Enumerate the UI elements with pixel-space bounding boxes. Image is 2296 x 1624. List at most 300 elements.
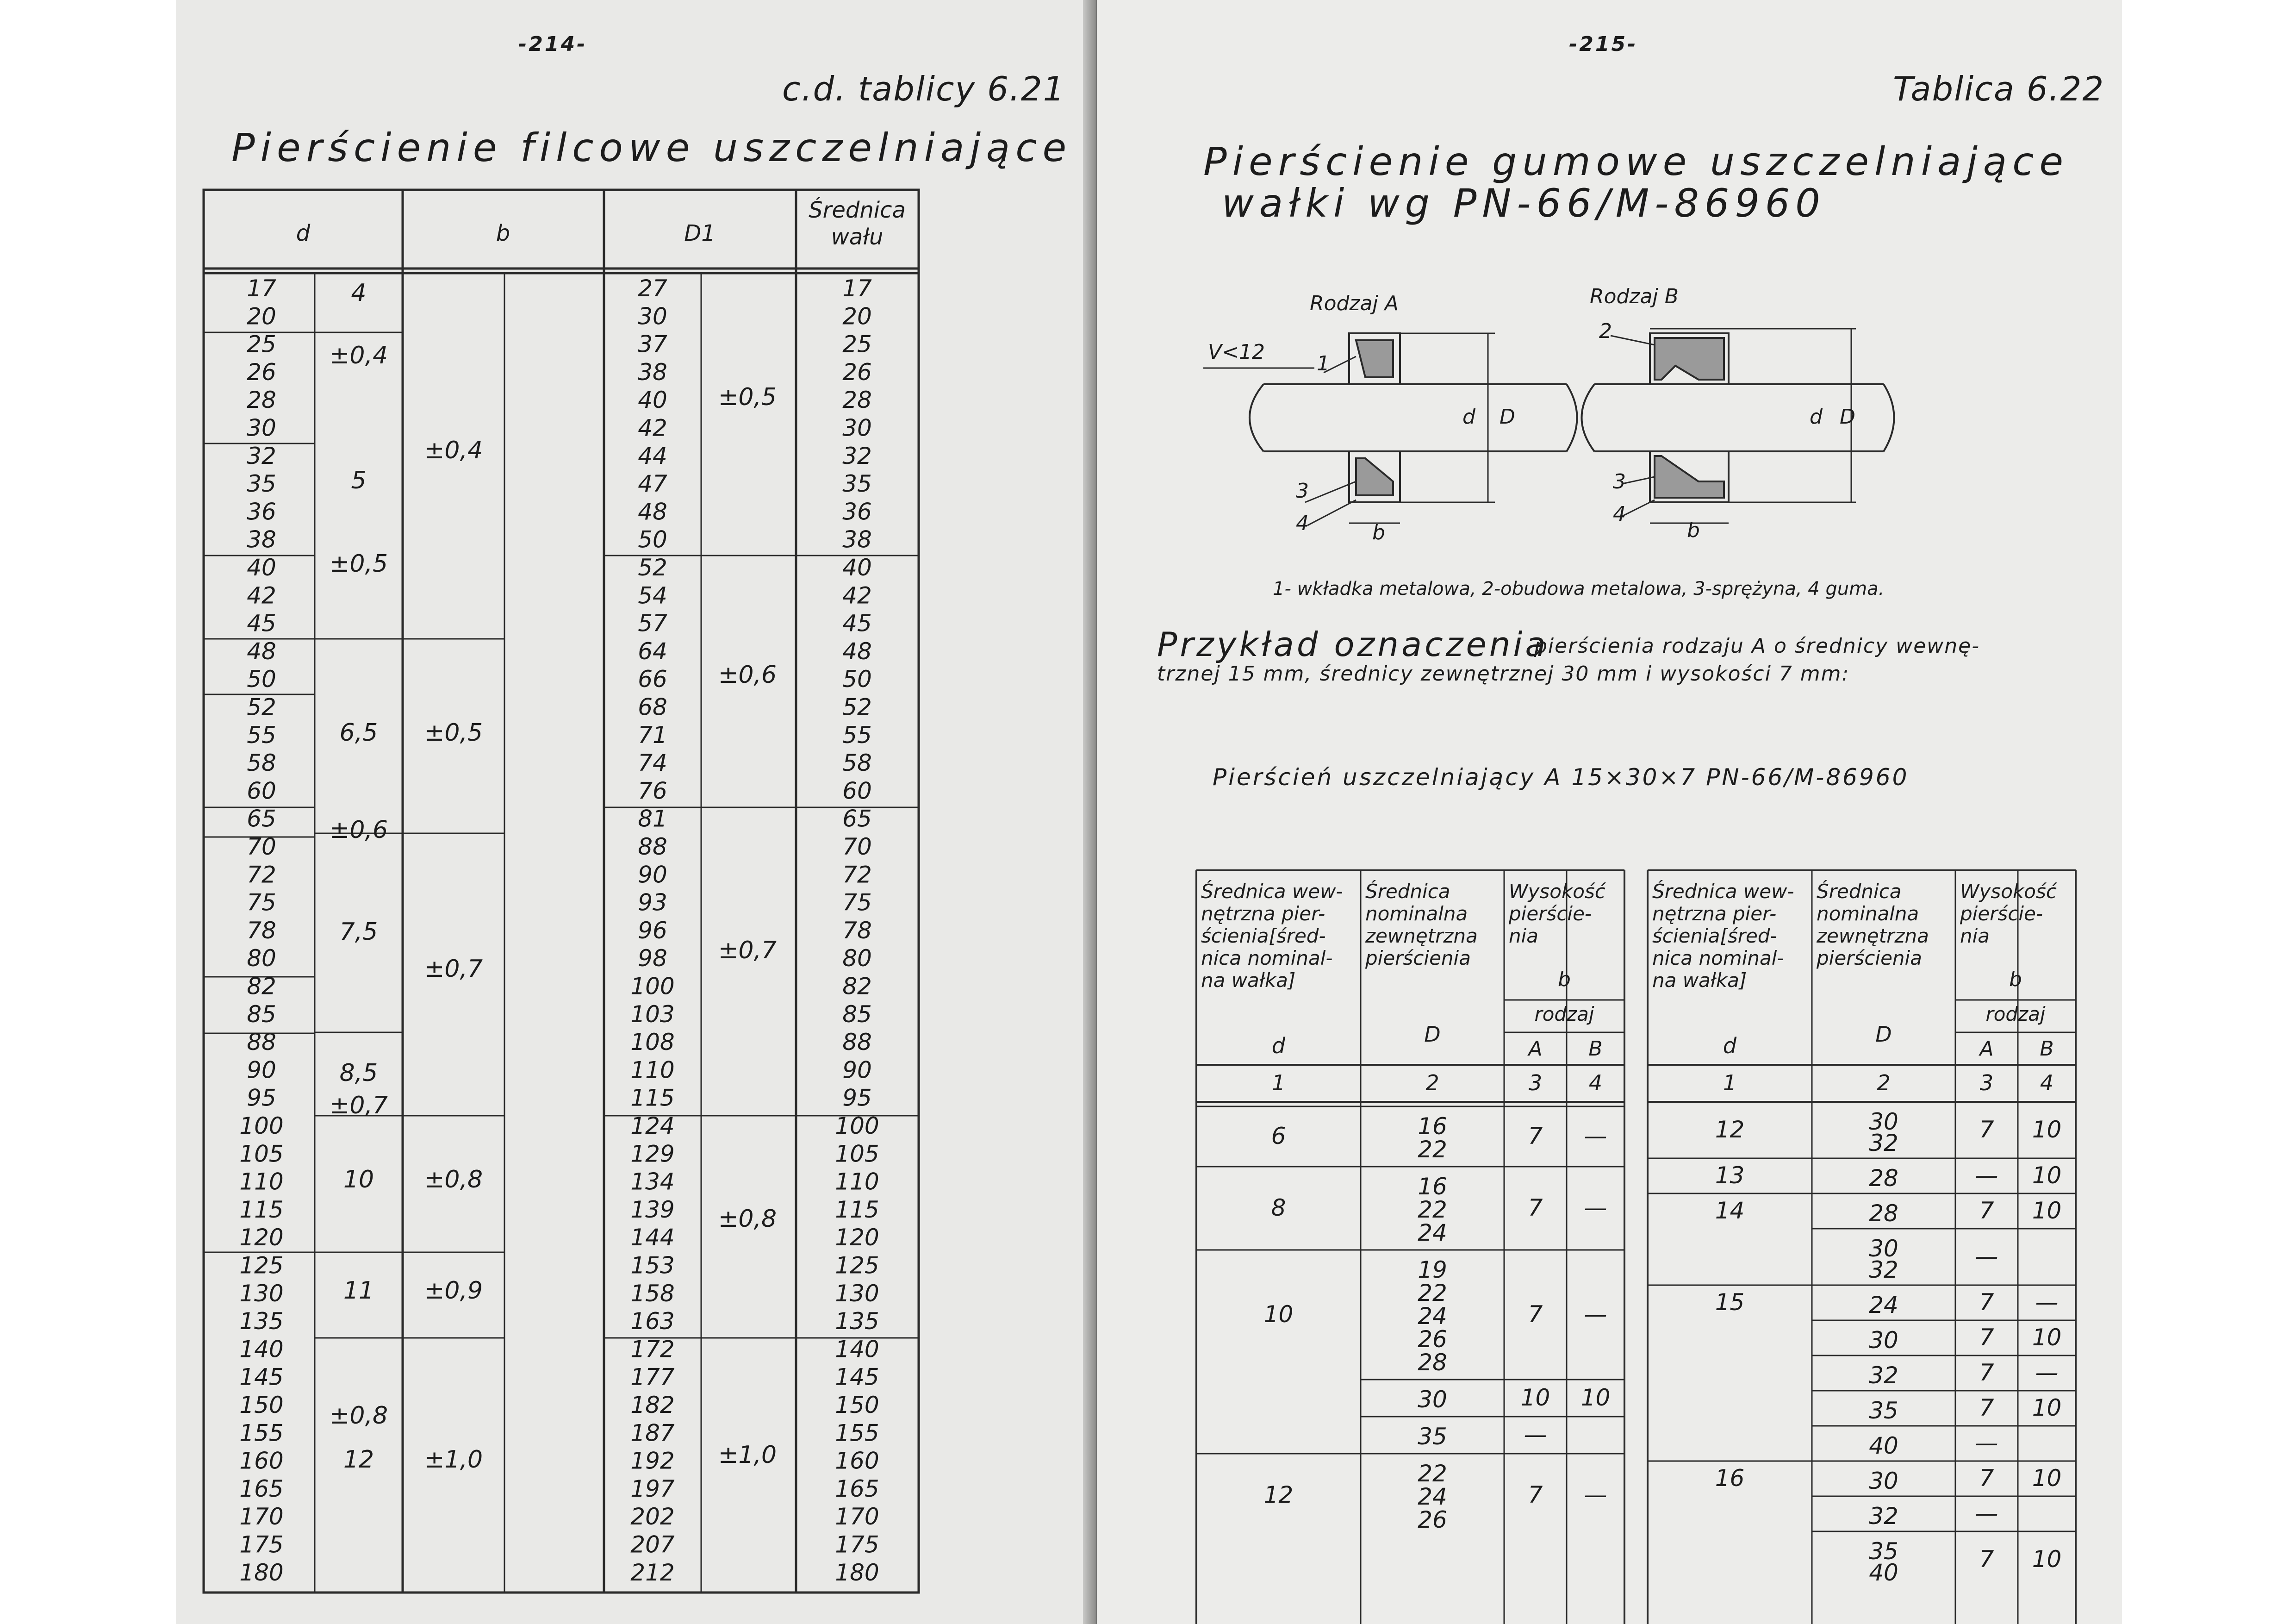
- shaft-value: 65: [842, 805, 872, 832]
- shaft-value: 45: [842, 610, 872, 637]
- d1-value: 187: [630, 1419, 675, 1447]
- height-b-value: 10: [1580, 1384, 1611, 1411]
- d1-value: 98: [638, 945, 667, 972]
- shaft-value: 140: [835, 1336, 879, 1363]
- shaft-value: 145: [835, 1363, 879, 1391]
- column-number: 2: [1877, 1070, 1891, 1095]
- shaft-value: 60: [842, 777, 872, 805]
- d-value: 75: [247, 889, 276, 916]
- shaft-value: 175: [835, 1531, 879, 1558]
- shaft-value: 125: [835, 1252, 879, 1279]
- shaft-value: 48: [842, 637, 872, 665]
- height-a-value: 10: [1520, 1384, 1550, 1411]
- d-value: 80: [247, 945, 276, 972]
- d1-tolerance: ±0,8: [718, 1205, 777, 1233]
- height-a-value: 7: [1979, 1394, 1994, 1421]
- d1-value: 108: [630, 1029, 675, 1056]
- d-value: 105: [239, 1140, 284, 1168]
- height-a-value: 7: [1979, 1116, 1994, 1143]
- designation-example: Pierścień uszczelniający A 15×30×7 PN-66/M-86960: [1213, 764, 1909, 791]
- outer-diameter-value: 32: [1869, 1256, 1898, 1283]
- d1-value: 124: [630, 1112, 675, 1139]
- d-value: 55: [247, 721, 276, 749]
- inner-diameter-value: 15: [1715, 1289, 1745, 1316]
- d-value: 180: [239, 1559, 284, 1586]
- d-value: 35: [247, 470, 276, 498]
- outer-diameter-value: 26: [1418, 1326, 1447, 1353]
- column-number: 3: [1979, 1070, 1994, 1095]
- d1-value: 52: [638, 554, 667, 581]
- height-a-value: 7: [1979, 1359, 1994, 1386]
- d-value: 115: [239, 1196, 284, 1223]
- b-tolerance: ±0,4: [424, 437, 483, 464]
- height-b-value: 10: [2032, 1465, 2062, 1492]
- d1-value: 129: [630, 1140, 675, 1168]
- header-inner-diameter: nica nominal-: [1201, 947, 1333, 969]
- d1-value: 144: [630, 1224, 675, 1251]
- d1-value: 100: [630, 973, 675, 1000]
- d1-value: 30: [638, 303, 667, 330]
- height-a-value: —: [1975, 1243, 1998, 1270]
- shaft-value: 50: [842, 666, 872, 693]
- header-D: D: [1424, 1022, 1441, 1047]
- inner-diameter-value: 12: [1715, 1116, 1745, 1143]
- height-b-value: 10: [2032, 1197, 2062, 1224]
- d-value: 38: [247, 526, 276, 553]
- b-tolerance: ±0,5: [424, 719, 483, 747]
- column-number: 4: [2040, 1070, 2054, 1095]
- d1-value: 68: [638, 693, 667, 721]
- height-a-value: 7: [1979, 1465, 1994, 1492]
- example-text-1: pierścienia rodzaju A o średnicy wewnę-: [1534, 634, 1980, 658]
- header-height: pierście-: [1509, 902, 1592, 925]
- inner-diameter-value: 12: [1263, 1481, 1294, 1508]
- height-b-value: —: [2035, 1359, 2059, 1386]
- height-a-value: —: [1975, 1500, 1998, 1527]
- col-header-b: b: [496, 220, 510, 246]
- d1-value: 57: [638, 610, 667, 637]
- d1-value: 40: [638, 387, 667, 414]
- d1-value: 54: [638, 582, 667, 609]
- d1-value: 163: [630, 1308, 675, 1335]
- page-title-left: Pierścienie filcowe uszczelniające: [231, 125, 1072, 170]
- header-outer-diameter: Średnica: [1365, 880, 1450, 903]
- outer-diameter-value: 24: [1869, 1292, 1898, 1318]
- d-value: 175: [239, 1531, 284, 1558]
- inner-diameter-value: 14: [1715, 1197, 1745, 1224]
- shaft-value: 35: [842, 470, 872, 498]
- d1-value: 76: [638, 777, 667, 805]
- d-value: 50: [247, 666, 276, 693]
- label-n3-a: 3: [1296, 479, 1309, 503]
- d1-value: 139: [630, 1196, 675, 1223]
- d-value: 100: [239, 1112, 284, 1139]
- d-value: 78: [247, 917, 276, 944]
- d-value: 70: [247, 833, 276, 860]
- header-height: Wysokość: [1960, 880, 2057, 903]
- left-page: [176, 0, 1097, 1624]
- outer-diameter-value: 40: [1869, 1432, 1898, 1459]
- d1-value: 88: [638, 833, 667, 860]
- height-b-value: —: [1584, 1194, 1607, 1221]
- d-value: 90: [247, 1056, 276, 1084]
- height-b-value: —: [2035, 1289, 2059, 1316]
- d-value: 72: [247, 861, 276, 888]
- d-value: 58: [247, 750, 276, 777]
- d1-value: 172: [630, 1336, 675, 1363]
- shaft-value: 90: [842, 1056, 872, 1084]
- label-n4-b: 4: [1613, 502, 1626, 526]
- d1-value: 50: [638, 526, 667, 553]
- height-a-value: 7: [1979, 1289, 1994, 1316]
- shaft-value: 75: [842, 889, 872, 916]
- header-b: b: [1558, 968, 1571, 991]
- height-b-value: 10: [2032, 1546, 2062, 1573]
- d-value: 17: [247, 275, 276, 302]
- b-value: 8,5: [339, 1059, 378, 1087]
- outer-diameter-value: 32: [1869, 1362, 1898, 1389]
- col-header-srednica: Średnica: [809, 197, 906, 223]
- outer-diameter-value: 16: [1418, 1113, 1447, 1140]
- d1-value: 37: [638, 331, 667, 358]
- height-b-value: 10: [2032, 1324, 2062, 1351]
- b-tolerance: ±0,8: [424, 1166, 483, 1193]
- outer-diameter-value: 28: [1418, 1349, 1447, 1376]
- height-a-value: 7: [1979, 1197, 1994, 1224]
- d-value: 125: [239, 1252, 284, 1279]
- d-value: 30: [247, 414, 276, 442]
- d-value: 32: [247, 442, 276, 469]
- d-value: 160: [239, 1447, 284, 1474]
- height-b-value: —: [1584, 1481, 1607, 1508]
- d-value: 60: [247, 777, 276, 805]
- outer-diameter-value: 28: [1869, 1200, 1898, 1227]
- d-tolerance: ±0,4: [329, 342, 388, 369]
- d-tolerance: ±0,6: [329, 816, 388, 844]
- height-a-value: 7: [1528, 1194, 1543, 1221]
- d-value: 52: [247, 693, 276, 721]
- d1-value: 81: [638, 805, 667, 832]
- outer-diameter-value: 22: [1418, 1280, 1447, 1306]
- shaft-value: 72: [842, 861, 872, 888]
- height-a-value: —: [1975, 1162, 1998, 1189]
- page-number-right: -215-: [1569, 32, 1638, 56]
- shaft-value: 58: [842, 750, 872, 777]
- header-outer-diameter: Średnica: [1817, 880, 1902, 903]
- col-header-walu: wału: [831, 224, 884, 250]
- d1-value: 110: [630, 1056, 675, 1084]
- d-value: 145: [239, 1363, 284, 1391]
- page-title-right: Pierścienie gumowe uszczelniające: [1203, 139, 2069, 184]
- d-value: 45: [247, 610, 276, 637]
- shaft-value: 28: [842, 387, 872, 414]
- d-tolerance: ±0,7: [329, 1092, 388, 1119]
- outer-diameter-value: 24: [1418, 1219, 1447, 1246]
- shaft-value: 36: [842, 498, 872, 525]
- d-value: 82: [247, 973, 276, 1000]
- roughness-mark: V<12: [1208, 340, 1265, 364]
- header-inner-diameter: ścienia[śred-: [1201, 924, 1326, 947]
- right-page: [1097, 0, 2122, 1624]
- inner-diameter-value: 16: [1715, 1465, 1745, 1492]
- shaft-value: 100: [835, 1112, 879, 1139]
- outer-diameter-value: 30: [1418, 1386, 1447, 1413]
- shaft-value: 110: [835, 1168, 879, 1195]
- d1-value: 44: [638, 442, 667, 469]
- b-tolerance: ±0,7: [424, 955, 483, 983]
- d1-tolerance: ±1,0: [718, 1441, 777, 1469]
- label-rodzaj-b: Rodzaj B: [1590, 285, 1679, 308]
- shaft-value: 165: [835, 1475, 879, 1502]
- label-n4-a: 4: [1296, 512, 1309, 535]
- outer-diameter-value: 24: [1418, 1483, 1447, 1510]
- height-b-value: 10: [2032, 1162, 2062, 1189]
- b-value: 12: [343, 1446, 374, 1474]
- height-b-value: 10: [2032, 1394, 2062, 1421]
- shaft-value: 55: [842, 721, 872, 749]
- shaft-value: 25: [842, 331, 872, 358]
- dim-d-a: d: [1462, 405, 1475, 429]
- header-rodzaj: rodzaj: [1534, 1003, 1594, 1025]
- shaft-value: 17: [842, 275, 872, 302]
- column-number: 2: [1425, 1070, 1439, 1095]
- d-value: 88: [247, 1029, 276, 1056]
- outer-diameter-value: 26: [1418, 1506, 1447, 1533]
- header-outer-diameter: nominalna: [1817, 902, 1919, 925]
- outer-diameter-value: 19: [1418, 1256, 1447, 1283]
- dim-d-b: d: [1810, 405, 1823, 429]
- shaft-value: 130: [835, 1280, 879, 1307]
- rubber-rings-table: [1097, 0, 2122, 1624]
- column-number: 3: [1528, 1070, 1543, 1095]
- height-b-value: —: [1584, 1301, 1607, 1328]
- d1-value: 71: [638, 721, 667, 749]
- header-inner-diameter: nętrzna pier-: [1201, 902, 1325, 925]
- shaft-value: 82: [842, 973, 872, 1000]
- inner-diameter-value: 13: [1715, 1162, 1745, 1189]
- d1-value: 153: [630, 1252, 675, 1279]
- inner-diameter-value: 8: [1271, 1194, 1286, 1221]
- b-value: 6,5: [339, 719, 378, 747]
- shaft-value: 42: [842, 582, 872, 609]
- dim-D-b: D: [1840, 405, 1855, 429]
- d1-tolerance: ±0,5: [718, 383, 777, 411]
- outer-diameter-value: 30: [1869, 1468, 1898, 1494]
- figure-legend: 1- wkładka metalowa, 2-obudowa metalowa, 3-sprężyna, 4 guma.: [1273, 578, 1885, 600]
- shaft-value: 38: [842, 526, 872, 553]
- d1-value: 93: [638, 889, 667, 916]
- b-tolerance: ±0,9: [424, 1277, 483, 1305]
- header-inner-diameter: nica nominal-: [1652, 947, 1784, 969]
- header-inner-diameter: nętrzna pier-: [1652, 902, 1777, 925]
- d1-value: 182: [630, 1392, 675, 1418]
- height-a-value: 7: [1528, 1301, 1543, 1328]
- d1-value: 207: [630, 1531, 675, 1558]
- d1-value: 103: [630, 1000, 675, 1028]
- d1-value: 197: [630, 1475, 675, 1502]
- table-caption-left: c.d. tablicy 6.21: [782, 69, 1065, 108]
- header-outer-diameter: pierścienia: [1817, 947, 1922, 969]
- shaft-value: 105: [835, 1140, 879, 1168]
- shaft-value: 32: [842, 442, 872, 469]
- shaft-value: 78: [842, 917, 872, 944]
- label-n3-b: 3: [1613, 470, 1626, 493]
- col-header-d: d: [296, 220, 311, 246]
- height-a-value: 7: [1528, 1123, 1543, 1149]
- outer-diameter-value: 22: [1418, 1136, 1447, 1163]
- header-B: B: [2040, 1037, 2054, 1061]
- d1-value: 158: [630, 1280, 675, 1307]
- b-value: 7,5: [339, 918, 378, 946]
- outer-diameter-value: 32: [1869, 1130, 1898, 1156]
- outer-diameter-value: 35: [1869, 1538, 1898, 1565]
- d1-value: 66: [638, 666, 667, 693]
- outer-diameter-value: 30: [1869, 1108, 1898, 1135]
- col-header-d1: D1: [684, 220, 716, 246]
- d-value: 170: [239, 1503, 284, 1530]
- d-value: 130: [239, 1280, 284, 1307]
- d-value: 85: [247, 1000, 276, 1028]
- height-b-value: —: [1584, 1123, 1607, 1149]
- d-value: 20: [247, 303, 276, 330]
- b-value: 5: [351, 467, 367, 494]
- table-caption-right: Tablica 6.22: [1893, 69, 2105, 108]
- d-value: 135: [239, 1308, 284, 1335]
- d1-value: 47: [638, 470, 667, 498]
- b-value: 4: [351, 279, 367, 307]
- header-outer-diameter: zewnętrzna: [1365, 924, 1478, 947]
- d-tolerance: ±0,8: [329, 1402, 388, 1430]
- outer-diameter-value: 22: [1418, 1196, 1447, 1223]
- shaft-value: 180: [835, 1559, 879, 1586]
- d-value: 150: [239, 1392, 284, 1418]
- d1-value: 27: [638, 275, 667, 302]
- dim-D-a: D: [1500, 405, 1515, 429]
- shaft-value: 115: [835, 1196, 879, 1223]
- header-inner-diameter: Średnica wew-: [1652, 880, 1794, 903]
- column-number: 4: [1588, 1070, 1603, 1095]
- b-tolerance: ±1,0: [424, 1446, 483, 1474]
- d-value: 65: [247, 805, 276, 832]
- header-height: Wysokość: [1509, 880, 1605, 903]
- d-value: 110: [239, 1168, 284, 1195]
- column-number: 1: [1723, 1070, 1737, 1095]
- d1-tolerance: ±0,6: [718, 661, 777, 689]
- shaft-value: 160: [835, 1447, 879, 1474]
- shaft-value: 170: [835, 1503, 879, 1530]
- column-number: 1: [1271, 1070, 1286, 1095]
- d-value: 155: [239, 1419, 284, 1447]
- page-subtitle-right: wałki wg PN-66/M-86960: [1222, 181, 1826, 226]
- d1-value: 192: [630, 1447, 675, 1474]
- header-B: B: [1588, 1037, 1603, 1061]
- d-value: 28: [247, 387, 276, 414]
- label-n2: 2: [1599, 319, 1612, 343]
- d-value: 120: [239, 1224, 284, 1251]
- height-a-value: —: [1975, 1430, 1998, 1456]
- d1-value: 96: [638, 917, 667, 944]
- inner-diameter-value: 6: [1271, 1123, 1286, 1149]
- d-value: 48: [247, 637, 276, 665]
- header-height: nia: [1960, 924, 1990, 947]
- outer-diameter-value: 28: [1869, 1165, 1898, 1192]
- header-b: b: [2009, 968, 2022, 991]
- header-inner-diameter: Średnica wew-: [1201, 880, 1343, 903]
- d-value: 140: [239, 1336, 284, 1363]
- shaft-value: 30: [842, 414, 872, 442]
- outer-diameter-value: 35: [1418, 1423, 1447, 1450]
- shaft-value: 40: [842, 554, 872, 581]
- header-d: d: [1723, 1033, 1737, 1058]
- header-inner-diameter: ścienia[śred-: [1652, 924, 1777, 947]
- header-A: A: [1528, 1037, 1543, 1061]
- header-D: D: [1875, 1022, 1892, 1047]
- d1-value: 74: [638, 750, 667, 777]
- d1-value: 134: [630, 1168, 675, 1195]
- inner-diameter-value: 10: [1263, 1301, 1294, 1328]
- d1-value: 202: [630, 1503, 675, 1530]
- outer-diameter-value: 30: [1869, 1327, 1898, 1354]
- d-value: 25: [247, 331, 276, 358]
- outer-diameter-value: 22: [1418, 1460, 1447, 1487]
- d1-value: 48: [638, 498, 667, 525]
- d-value: 42: [247, 582, 276, 609]
- height-a-value: 7: [1979, 1546, 1994, 1573]
- d1-value: 42: [638, 414, 667, 442]
- header-inner-diameter: na wałka]: [1652, 969, 1747, 992]
- page-number-left: -214-: [518, 32, 587, 56]
- shaft-value: 135: [835, 1308, 879, 1335]
- height-b-value: 10: [2032, 1116, 2062, 1143]
- shaft-value: 155: [835, 1419, 879, 1447]
- dim-b-b: b: [1687, 518, 1700, 542]
- d1-value: 90: [638, 861, 667, 888]
- b-value: 10: [343, 1166, 374, 1193]
- d-value: 26: [247, 358, 276, 386]
- shaft-value: 85: [842, 1000, 872, 1028]
- header-outer-diameter: nominalna: [1365, 902, 1468, 925]
- d-value: 36: [247, 498, 276, 525]
- label-n1: 1: [1317, 352, 1330, 375]
- outer-diameter-value: 35: [1869, 1397, 1898, 1424]
- shaft-value: 20: [842, 303, 872, 330]
- d1-value: 38: [638, 358, 667, 386]
- d-value: 95: [247, 1084, 276, 1112]
- d1-value: 64: [638, 637, 667, 665]
- d-value: 165: [239, 1475, 284, 1502]
- dim-b-a: b: [1372, 521, 1385, 544]
- b-value: 11: [343, 1277, 374, 1305]
- d1-tolerance: ±0,7: [718, 937, 777, 964]
- outer-diameter-value: 16: [1418, 1173, 1447, 1200]
- outer-diameter-value: 32: [1869, 1503, 1898, 1530]
- example-text-2: trznej 15 mm, średnicy zewnętrznej 30 mm i wysokości 7 mm:: [1157, 662, 1850, 686]
- height-a-value: 7: [1528, 1481, 1543, 1508]
- header-height: pierście-: [1960, 902, 2043, 925]
- shaft-value: 26: [842, 358, 872, 386]
- shaft-value: 88: [842, 1029, 872, 1056]
- shaft-value: 95: [842, 1084, 872, 1112]
- outer-diameter-value: 40: [1869, 1559, 1898, 1586]
- shaft-value: 120: [835, 1224, 879, 1251]
- height-a-value: 7: [1979, 1324, 1994, 1351]
- outer-diameter-value: 30: [1869, 1235, 1898, 1262]
- header-inner-diameter: na wałka]: [1201, 969, 1296, 992]
- d-tolerance: ±0,5: [329, 550, 388, 578]
- felt-rings-table: [176, 0, 1097, 1624]
- d-value: 40: [247, 554, 276, 581]
- header-outer-diameter: zewnętrzna: [1817, 924, 1929, 947]
